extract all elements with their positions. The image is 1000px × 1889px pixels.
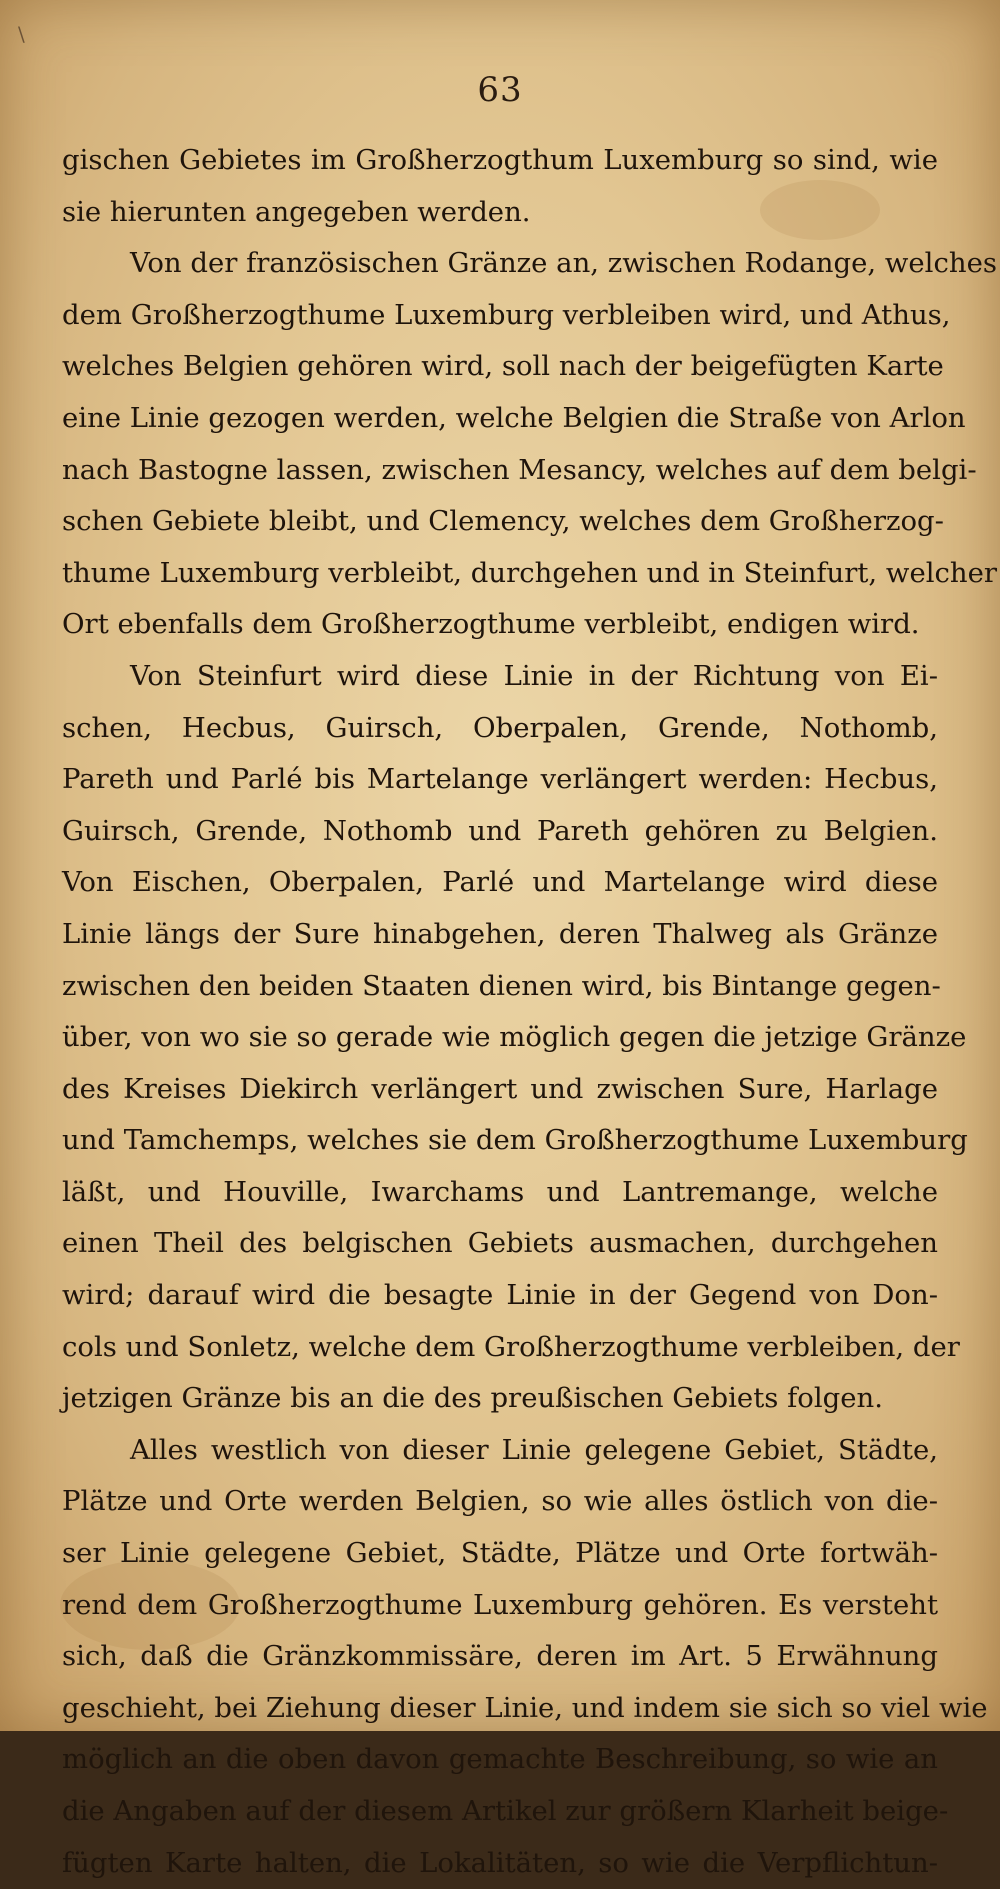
text-line: läßt, und Houville, Iwarchams und Lantremange, welche bbox=[62, 1175, 938, 1208]
text-line: geschieht, bei Ziehung dieser Linie, und indem sie sich so viel wie bbox=[62, 1691, 988, 1724]
text-line: gischen Gebietes im Großherzogthum Luxemburg so sind, wie bbox=[62, 144, 938, 176]
text-line: rend dem Großherzogthume Luxemburg gehören. Es versteht bbox=[62, 1588, 938, 1621]
text-line: schen, Hecbus, Guirsch, Oberpalen, Grende, Nothomb, bbox=[62, 711, 938, 744]
text-line: möglich an die oben davon gemachte Beschreibung, so wie an bbox=[62, 1743, 938, 1776]
text-line: die Angaben auf der diesem Artikel zur größern Klarheit beige- bbox=[62, 1795, 949, 1827]
text-line: dem Großherzogthume Luxemburg verbleiben wird, und Athus, bbox=[62, 298, 951, 331]
text-line: sie hierunten angegeben werden. bbox=[62, 195, 531, 228]
body-text bbox=[62, 135, 998, 1889]
text-line: thume Luxemburg verbleibt, durchgehen und in Steinfurt, welcher bbox=[62, 556, 998, 589]
text-line: über, von wo sie so gerade wie möglich gegen die jetzige Gränze bbox=[62, 1021, 967, 1054]
text-line: des Kreises Diekirch verlängert und zwischen Sure, Harlage bbox=[62, 1072, 938, 1105]
text-line: welches Belgien gehören wird, soll nach der beigefügten Karte bbox=[62, 350, 944, 383]
text-line: Von der französischen Gränze an, zwischen Rodange, welches bbox=[130, 247, 997, 280]
text-line: Ort ebenfalls dem Großherzogthume verbleibt, endigen wird. bbox=[62, 608, 920, 641]
text-line: eine Linie gezogen werden, welche Belgien die Straße von Arlon bbox=[62, 401, 966, 434]
text-line: Von Eischen, Oberpalen, Parlé und Martelange wird diese bbox=[62, 866, 938, 899]
text-line: einen Theil des belgischen Gebiets ausmachen, durchgehen bbox=[62, 1227, 938, 1260]
page-number: 63 bbox=[477, 70, 523, 110]
text-line: wird; darauf wird die besagte Linie in der Gegend von Don- bbox=[62, 1279, 938, 1312]
text-line: jetzigen Gränze bis an die des preußischen Gebiets folgen. bbox=[62, 1382, 883, 1415]
text-line: zwischen den beiden Staaten dienen wird, bis Bintange gegen- bbox=[62, 969, 941, 1002]
text-line: und Tamchemps, welches sie dem Großherzogthume Luxemburg bbox=[62, 1124, 968, 1157]
text-line: Guirsch, Grende, Nothomb und Pareth gehören zu Belgien. bbox=[62, 814, 938, 847]
text-line: ser Linie gelegene Gebiet, Städte, Plätze und Orte fortwäh- bbox=[62, 1537, 938, 1570]
text-line: cols und Sonletz, welche dem Großherzogthume verbleiben, der bbox=[62, 1330, 960, 1363]
text-line: Pareth und Parlé bis Martelange verlängert werden: Hecbus, bbox=[62, 763, 938, 796]
text-line: Von Steinfurt wird diese Linie in der Richtung von Ei- bbox=[130, 659, 938, 692]
text-line: Linie längs der Sure hinabgehen, deren Thalweg als Gränze bbox=[62, 917, 938, 950]
text-line: schen Gebiete bleibt, und Clemency, welches dem Großherzog- bbox=[62, 505, 944, 538]
text-line: Alles westlich von dieser Linie gelegene Gebiet, Städte, bbox=[130, 1433, 938, 1466]
text-line: Plätze und Orte werden Belgien, so wie alles östlich von die- bbox=[62, 1485, 938, 1518]
text-line: sich, daß die Gränzkommissäre, deren im Art. 5 Erwähnung bbox=[62, 1640, 938, 1673]
text-line: fügten Karte halten, die Lokalitäten, so wie die Verpflichtun- bbox=[62, 1846, 938, 1879]
corner-mark: \ bbox=[18, 22, 25, 46]
text-line: nach Bastogne lassen, zwischen Mesancy, welches auf dem belgi- bbox=[62, 453, 977, 486]
